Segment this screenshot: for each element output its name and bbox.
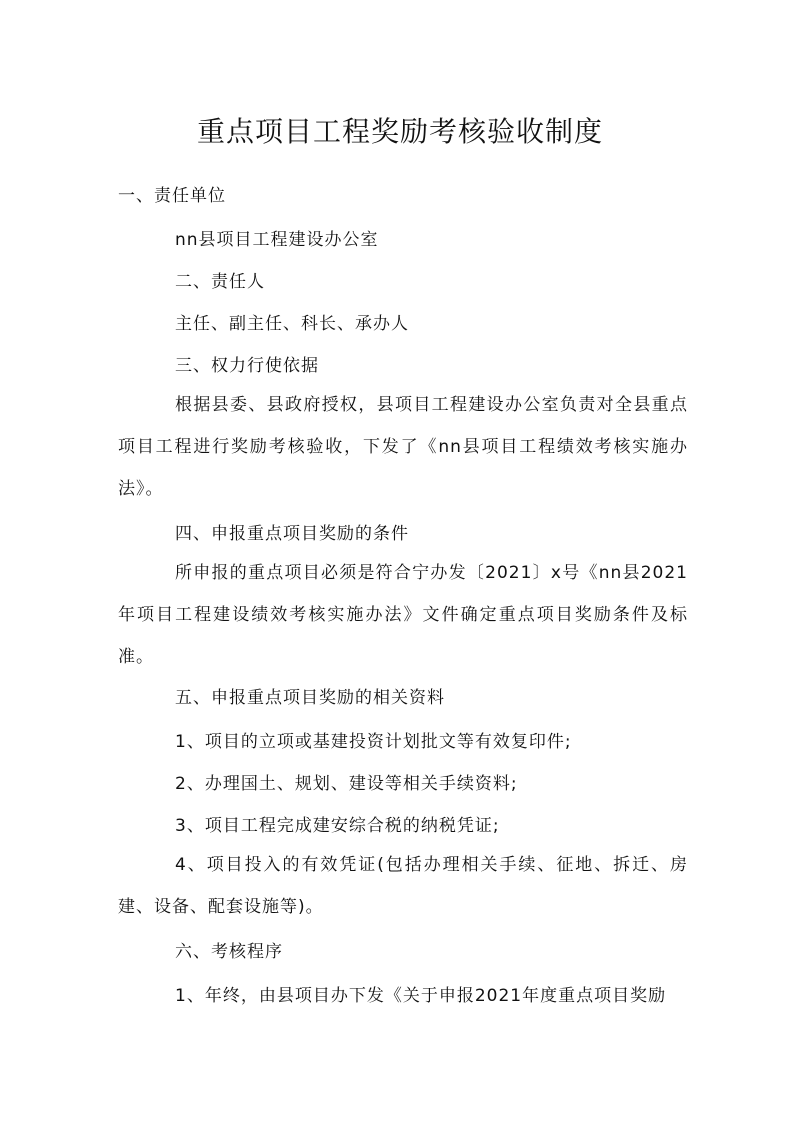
section-3-body: 根据县委、县政府授权，县项目工程建设办公室负责对全县重点项目工程进行奖励考核验收，下发了《nn县项目工程绩效考核实施办法》。 (118, 395, 688, 499)
section-5-item-3: 3、项目工程完成建安综合税的纳税凭证; (175, 816, 500, 836)
section-5-heading: 五、申报重点项目奖励的相关资料 (175, 688, 445, 708)
section-4-heading: 四、申报重点项目奖励的条件 (175, 524, 409, 544)
section-1-heading: 一、责任单位 (118, 186, 226, 206)
section-1-body: nn县项目工程建设办公室 (175, 230, 379, 250)
section-4-body: 所申报的重点项目必须是符合宁办发〔2021〕x号《nn县2021年项目工程建设绩效考核实施办法》文件确定重点项目奖励条件及标准。 (118, 563, 688, 667)
section-2-heading: 二、责任人 (175, 272, 265, 292)
section-6-heading: 六、考核程序 (175, 942, 283, 962)
section-2-body: 主任、副主任、科长、承办人 (175, 314, 409, 334)
section-5-item-4: 4、项目投入的有效凭证(包括办理相关手续、征地、拆迁、房建、设备、配套设施等)。 (118, 855, 688, 917)
section-5-item-1: 1、项目的立项或基建投资计划批文等有效复印件; (175, 732, 572, 752)
document-title: 重点项目工程奖励考核验收制度 (196, 115, 603, 148)
section-6-item-1: 1、年终，由县项目办下发《关于申报2021年度重点项目奖励 (175, 986, 667, 1006)
section-5-item-2: 2、办理国土、规划、建设等相关手续资料; (175, 774, 518, 794)
section-3-heading: 三、权力行使依据 (175, 356, 319, 376)
